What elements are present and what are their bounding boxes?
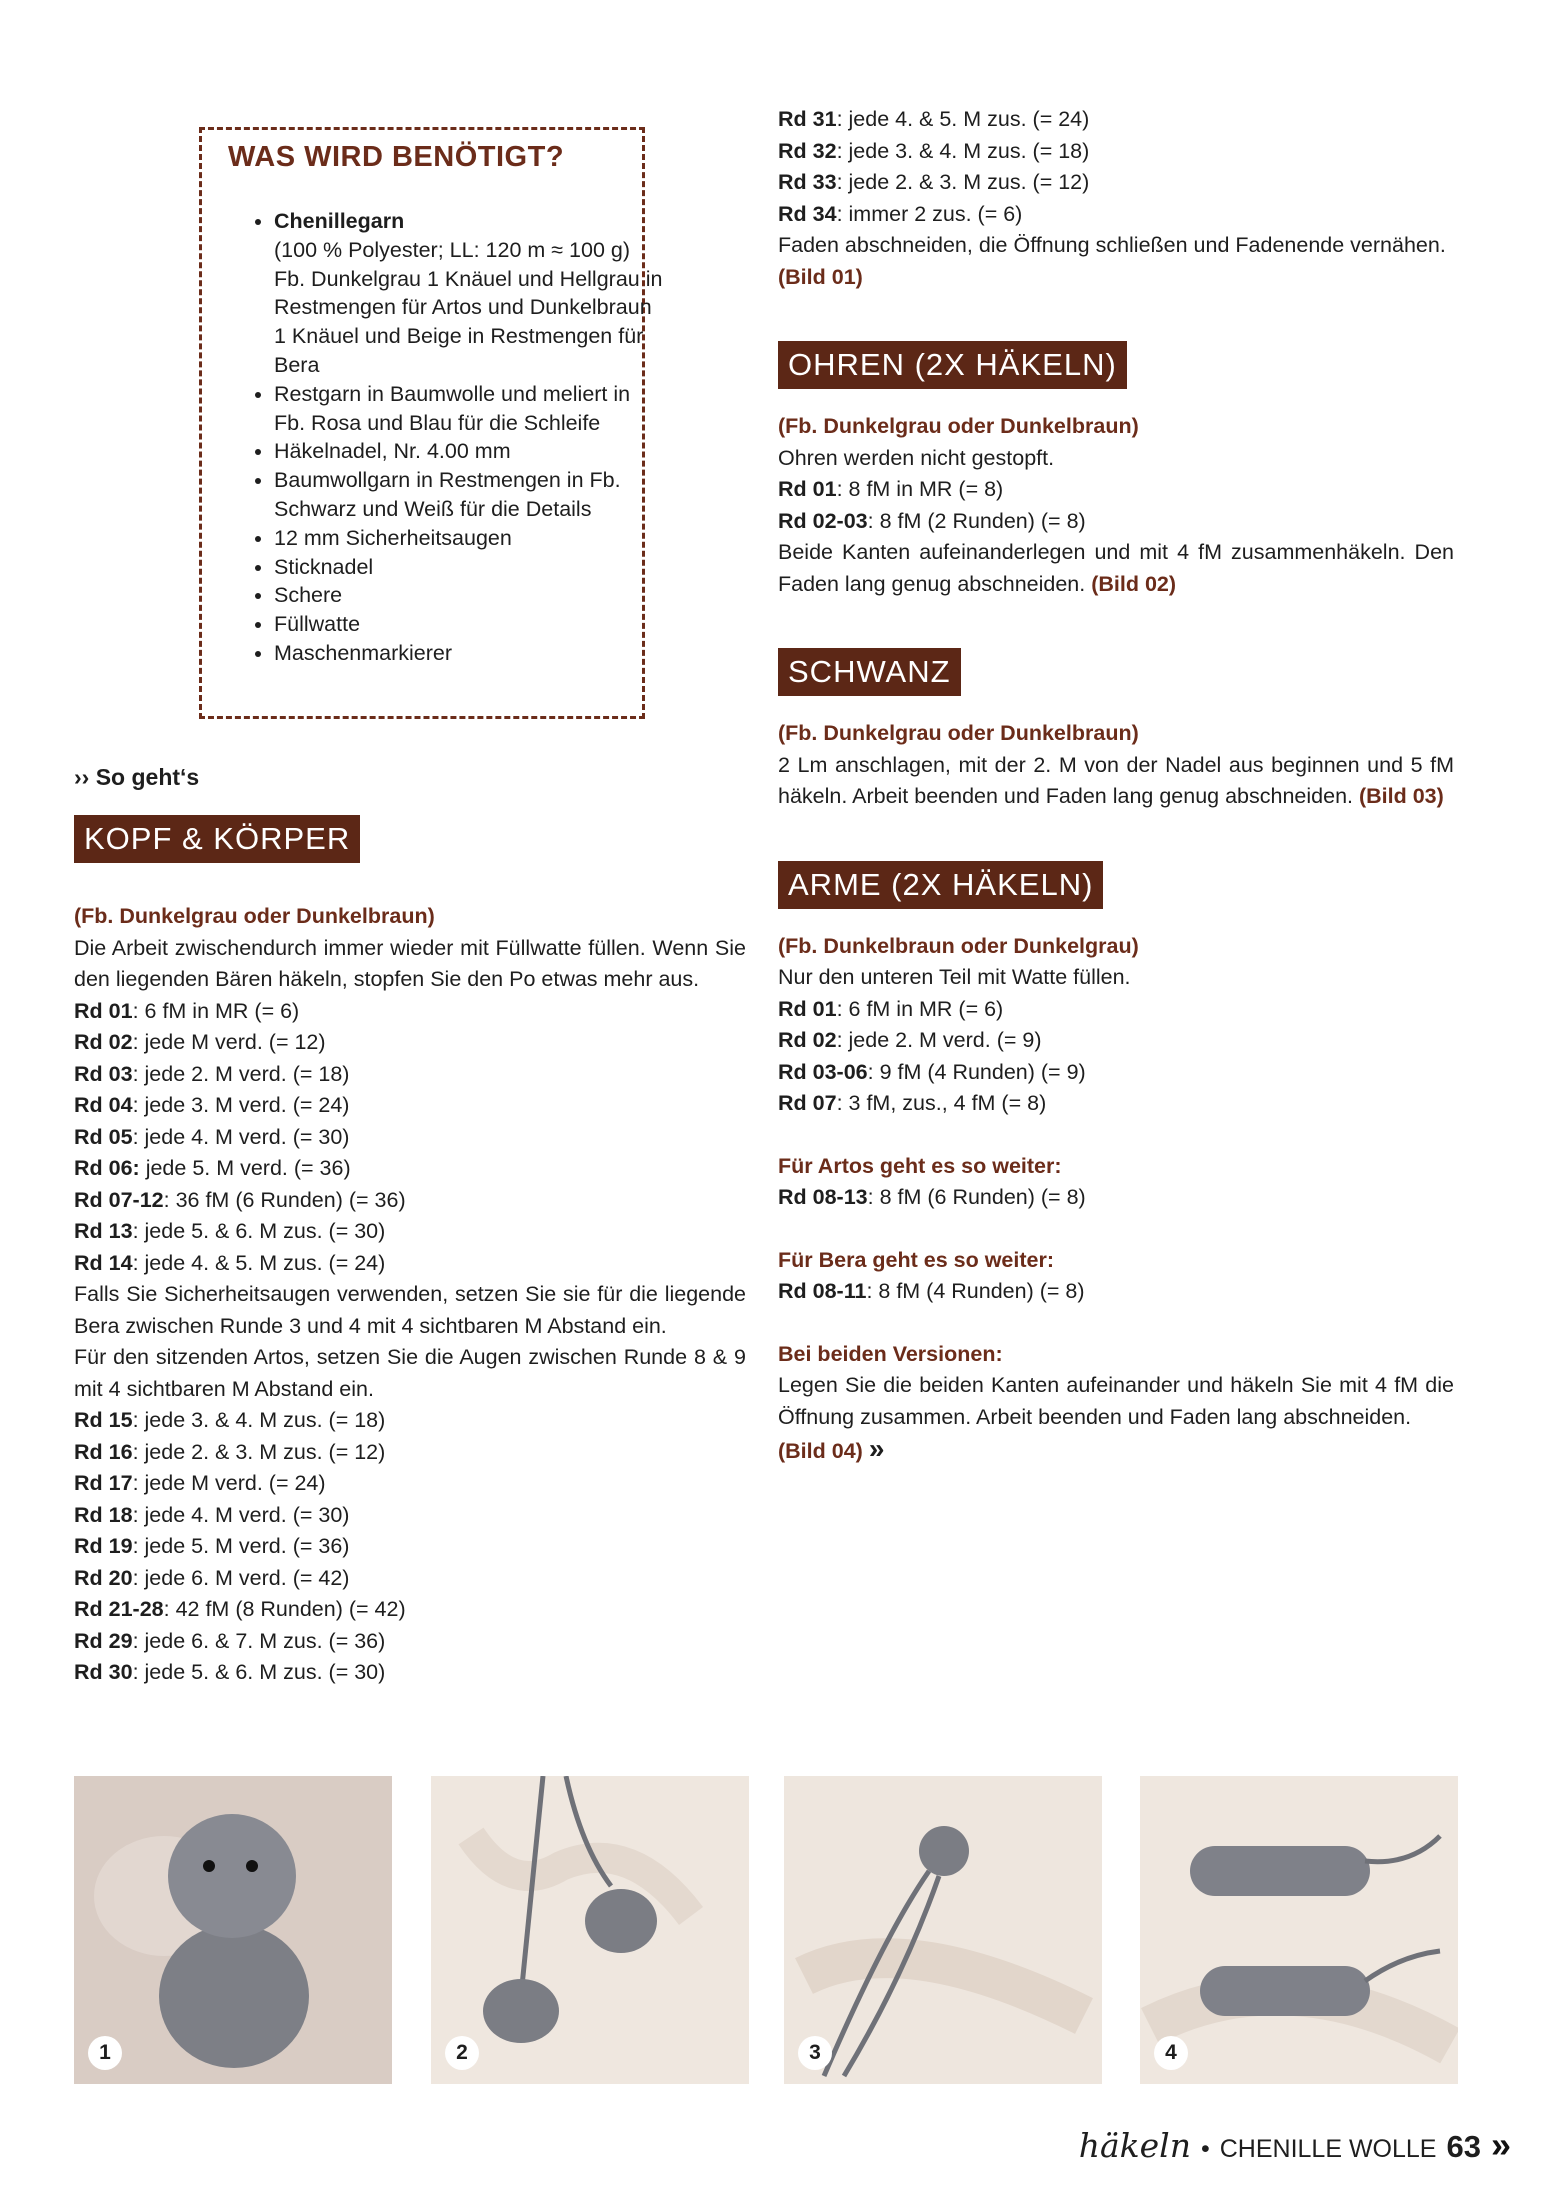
- ohren-color: (Fb. Dunkelgrau oder Dunkelbraun): [778, 414, 1139, 438]
- round-row: Rd 03: jede 2. M verd. (= 18): [74, 1061, 350, 1086]
- round-row: Rd 34: immer 2 zus. (= 6): [778, 201, 1023, 226]
- materials-list: [244, 207, 664, 668]
- round-row: Rd 07: 3 fM, zus., 4 fM (= 8): [778, 1091, 1047, 1115]
- arme-intro: Nur den unteren Teil mit Watte füllen.: [778, 965, 1131, 989]
- round-row: Rd 19: jede 5. M verd. (= 36): [74, 1534, 350, 1558]
- kopf-note-1: Falls Sie Sicherheitsaugen verwenden, setzen Sie sie für die liegende Bera zwischen Runde 3 und 4 mit 4 sichtbaren M Abstand ein.: [74, 1282, 746, 1338]
- kopf-rows-2: [74, 1405, 746, 1689]
- photo-4: [1140, 1776, 1458, 2084]
- kopf-note-2: Für den sitzenden Artos, setzen Sie die Augen zwischen Runde 8 & 9 mit 4 sichtbaren M Abstand ein.: [74, 1345, 746, 1401]
- materials-item: • Schere: [274, 581, 664, 610]
- round-row: Rd 01: 6 fM in MR (= 6): [778, 996, 1004, 1021]
- round-row: Rd 01: 6 fM in MR (= 6): [74, 998, 300, 1023]
- schwanz-color: (Fb. Dunkelgrau oder Dunkelbraun): [778, 721, 1139, 745]
- photo-1: [74, 1776, 392, 2084]
- heading-ohren: OHREN (2X HÄKELN): [778, 341, 1127, 389]
- both-text: Legen Sie die beiden Kanten aufeinander und häkeln Sie mit 4 fM die Öffnung zusammen. Arbeit beenden und Faden lang abschneiden.: [778, 1373, 1454, 1429]
- round-row: Rd 16: jede 2. & 3. M zus. (= 12): [74, 1439, 386, 1464]
- ohren-intro: Ohren werden nicht gestopft.: [778, 445, 1055, 470]
- round-row: Rd 29: jede 6. & 7. M zus. (= 36): [74, 1628, 386, 1653]
- arme-color: (Fb. Dunkelbraun oder Dunkelgrau): [778, 933, 1139, 958]
- round-row: Rd 05: jede 4. M verd. (= 30): [74, 1124, 350, 1149]
- heading-schwanz: SCHWANZ: [778, 648, 961, 696]
- round-row: Rd 30: jede 5. & 6. M zus. (= 30): [74, 1660, 386, 1684]
- materials-item: • Sticknadel: [274, 553, 664, 582]
- round-row: Rd 02: jede 2. M verd. (= 9): [778, 1028, 1042, 1052]
- photo-number-4: 4: [1154, 2036, 1188, 2070]
- materials-item: • Häkelnadel, Nr. 4.00 mm: [274, 437, 664, 466]
- photo-number-3: 3: [798, 2036, 832, 2070]
- round-row: Rd 17: jede M verd. (= 24): [74, 1471, 326, 1495]
- round-row: Rd 14: jede 4. & 5. M zus. (= 24): [74, 1250, 386, 1275]
- photo-3: [784, 1776, 1102, 2084]
- kopf-intro: Die Arbeit zwischendurch immer wieder mit Füllwatte füllen. Wenn Sie den liegenden Bären häkeln, stopfen Sie den Po etwas mehr aus.: [74, 935, 746, 991]
- continue-arrow-icon: »: [868, 1433, 885, 1464]
- round-row: Rd 06: jede 5. M verd. (= 36): [74, 1156, 351, 1180]
- round-row: Rd 33: jede 2. & 3. M zus. (= 12): [778, 170, 1090, 194]
- photo-2: [431, 1776, 749, 2084]
- round-row: Rd 20: jede 6. M verd. (= 42): [74, 1565, 350, 1590]
- bera-title: Für Bera geht es so weiter:: [778, 1247, 1054, 1272]
- footer-script-haekeln: häkeln: [1078, 2126, 1191, 2165]
- kopf-cont-rows: [778, 104, 1454, 230]
- round-row: Rd 01: 8 fM in MR (= 8): [778, 477, 1004, 501]
- round-row: Rd 21-28: 42 fM (8 Runden) (= 42): [74, 1597, 406, 1621]
- artos-title: Für Artos geht es so weiter:: [778, 1153, 1062, 1178]
- round-row: Rd 02: jede M verd. (= 12): [74, 1030, 326, 1054]
- round-row: Rd 02-03: 8 fM (2 Runden) (= 8): [778, 508, 1086, 533]
- materials-item: • Baumwollgarn in Restmengen in Fb. Schwarz und Weiß für die Details: [274, 466, 664, 524]
- materials-item: • Maschenmarkierer: [274, 639, 664, 668]
- left-column: [74, 901, 746, 1689]
- round-row: Rd 31: jede 4. & 5. M zus. (= 24): [778, 107, 1090, 131]
- materials-item: • Füllwatte: [274, 610, 664, 639]
- heading-arme: ARME (2X HÄKELN): [778, 861, 1103, 909]
- kopf-color: (Fb. Dunkelgrau oder Dunkelbraun): [74, 904, 435, 928]
- page-footer: [1079, 2124, 1511, 2166]
- both-title: Bei beiden Versionen:: [778, 1341, 1003, 1366]
- round-row: Rd 03-06: 9 fM (4 Runden) (= 9): [778, 1059, 1086, 1084]
- photo-number-2: 2: [445, 2036, 479, 2070]
- bild-04-ref: (Bild 04): [778, 1439, 863, 1463]
- round-row: Rd 13: jede 5. & 6. M zus. (= 30): [74, 1219, 386, 1243]
- bera-row: Rd 08-11: 8 fM (4 Runden) (= 8): [778, 1279, 1085, 1303]
- schwanz-text: 2 Lm anschlagen, mit der 2. M von der Nadel aus beginnen und 5 fM häkeln. Arbeit beenden und Faden lang genug abschneiden. (Bild 03): [778, 752, 1454, 808]
- round-row: Rd 18: jede 4. M verd. (= 30): [74, 1502, 350, 1527]
- kopf-cont-end: Faden abschneiden, die Öffnung schließen und Fadenende vernähen.: [778, 233, 1446, 257]
- round-row: Rd 04: jede 3. M verd. (= 24): [74, 1093, 350, 1117]
- artos-row: Rd 08-13: 8 fM (6 Runden) (= 8): [778, 1185, 1086, 1209]
- materials-item: • Chenillegarn (100 % Polyester; LL: 120 m ≈ 100 g) Fb. Dunkelgrau 1 Knäuel und Hellgrau in Restmengen für Artos und Dunkelbraun 1 Knäuel und Beige in Restmengen für Bera: [274, 207, 664, 380]
- right-column: [778, 104, 1454, 1468]
- round-row: Rd 07-12: 36 fM (6 Runden) (= 36): [74, 1187, 406, 1212]
- materials-item: • 12 mm Sicherheitsaugen: [274, 524, 664, 553]
- bild-02-ref: (Bild 02): [1091, 571, 1177, 596]
- footer-separator: •: [1200, 2135, 1210, 2163]
- materials-item: • Restgarn in Baumwolle und meliert in Fb. Rosa und Blau für die Schleife: [274, 380, 664, 438]
- heading-kopf-koerper: KOPF & KÖRPER: [74, 815, 360, 863]
- page-number: 63: [1446, 2129, 1481, 2164]
- next-page-arrow-icon: »: [1490, 2124, 1511, 2165]
- round-row: Rd 32: jede 3. & 4. M zus. (= 18): [778, 138, 1090, 163]
- round-row: Rd 15: jede 3. & 4. M zus. (= 18): [74, 1408, 386, 1432]
- bild-04-line: [778, 1433, 1454, 1468]
- bild-03-ref: (Bild 03): [1358, 784, 1444, 808]
- so-gehts-label: ›› So geht‘s: [74, 764, 200, 790]
- kopf-rows-1: [74, 996, 746, 1280]
- ohren-end: Beide Kanten aufeinanderlegen und mit 4 fM zusammenhäkeln. Den Faden lang genug abschneiden. (Bild 02): [778, 540, 1454, 596]
- materials-title: WAS WIRD BENÖTIGT?: [228, 141, 565, 173]
- footer-label: CHENILLE WOLLE: [1219, 2135, 1437, 2163]
- photo-number-1: 1: [88, 2036, 122, 2070]
- bild-01-ref: (Bild 01): [778, 264, 863, 289]
- ohren-rows: [778, 474, 1454, 537]
- arme-rows: [778, 994, 1454, 1120]
